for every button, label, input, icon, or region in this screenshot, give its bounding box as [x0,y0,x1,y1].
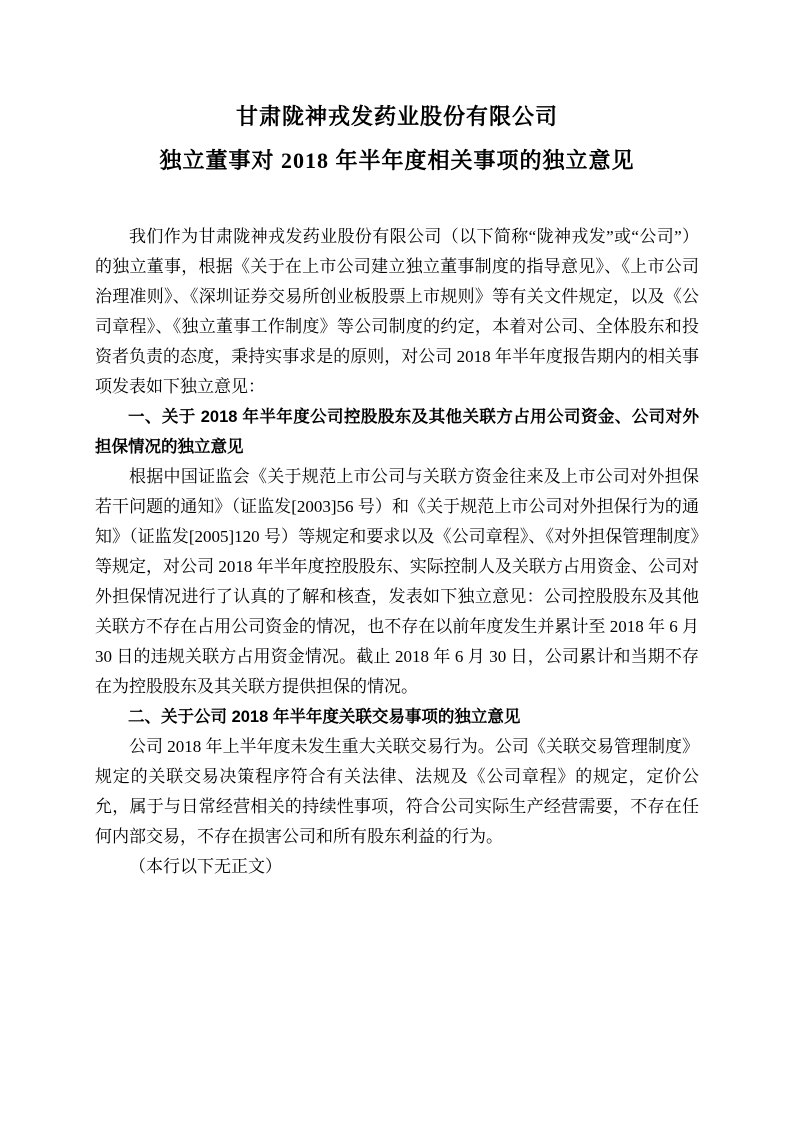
paragraph-intro: 我们作为甘肃陇神戎发药业股份有限公司（以下简称“陇神戎发”或“公司”）的独立董事，根据《关于在上市公司建立独立董事制度的指导意见》、《上市公司治理准则》、《深圳证券交易所创业板股票上市规则》等有关文件规定，以及《公司章程》、《独立董事工作制度》等公司制度的约定，本着对公司、全体股东和投资者负责的态度，秉持实事求是的原则，对公司 2018 年半年度报告期内的相关事项发表如下独立意见： [95,227,699,396]
document-title-line2: 独立董事对 2018 年半年度相关事项的独立意见 [159,148,635,173]
section-1-heading: 一、关于 2018 年半年度公司控股股东及其他关联方占用公司资金、公司对外担保情况的独立意见 [95,408,699,456]
section-1-text: 根据中国证监会《关于规范上市公司与关联方资金往来及上市公司对外担保若干问题的通知》（证监发[2003]56 号）和《关于规范上市公司对外担保行为的通知》（证监发[2005]120 号）等规定和要求以及《公司章程》、《对外担保管理制度》等规定，对公司 2018 年半年度控股股东、实际控制人及关联方占用资金、公司对外担保情况进行了认真的了解和核查，发表如下独立意见：公司控股股东及其他关联方不存在占用公司资金的情况，也不存在以前年度发生并累计至 2018 年 6 月 30 日的违规关联方占用资金情况。截止 2018 年 6 月 30 日，公司累计和当期不存在为控股股东及其关联方提供担保的情况。 [95,467,699,696]
closing-note: （本行以下无正文） [129,857,282,876]
document-body [95,222,699,882]
section-2-text: 公司 2018 年上半年度未发生重大关联交易行为。公司《关联交易管理制度》规定的关联交易决策程序符合有关法律、法规及《公司章程》的规定，定价公允，属于与日常经营相关的持续性事项，符合公司实际生产经营需要，不存在任何内部交易，不存在损害公司和所有股东利益的行为。 [95,737,699,846]
document-title-line1: 甘肃陇神戎发药业股份有限公司 [235,104,558,129]
section-2-heading: 二、关于公司 2018 年半年度关联交易事项的独立意见 [128,708,521,726]
